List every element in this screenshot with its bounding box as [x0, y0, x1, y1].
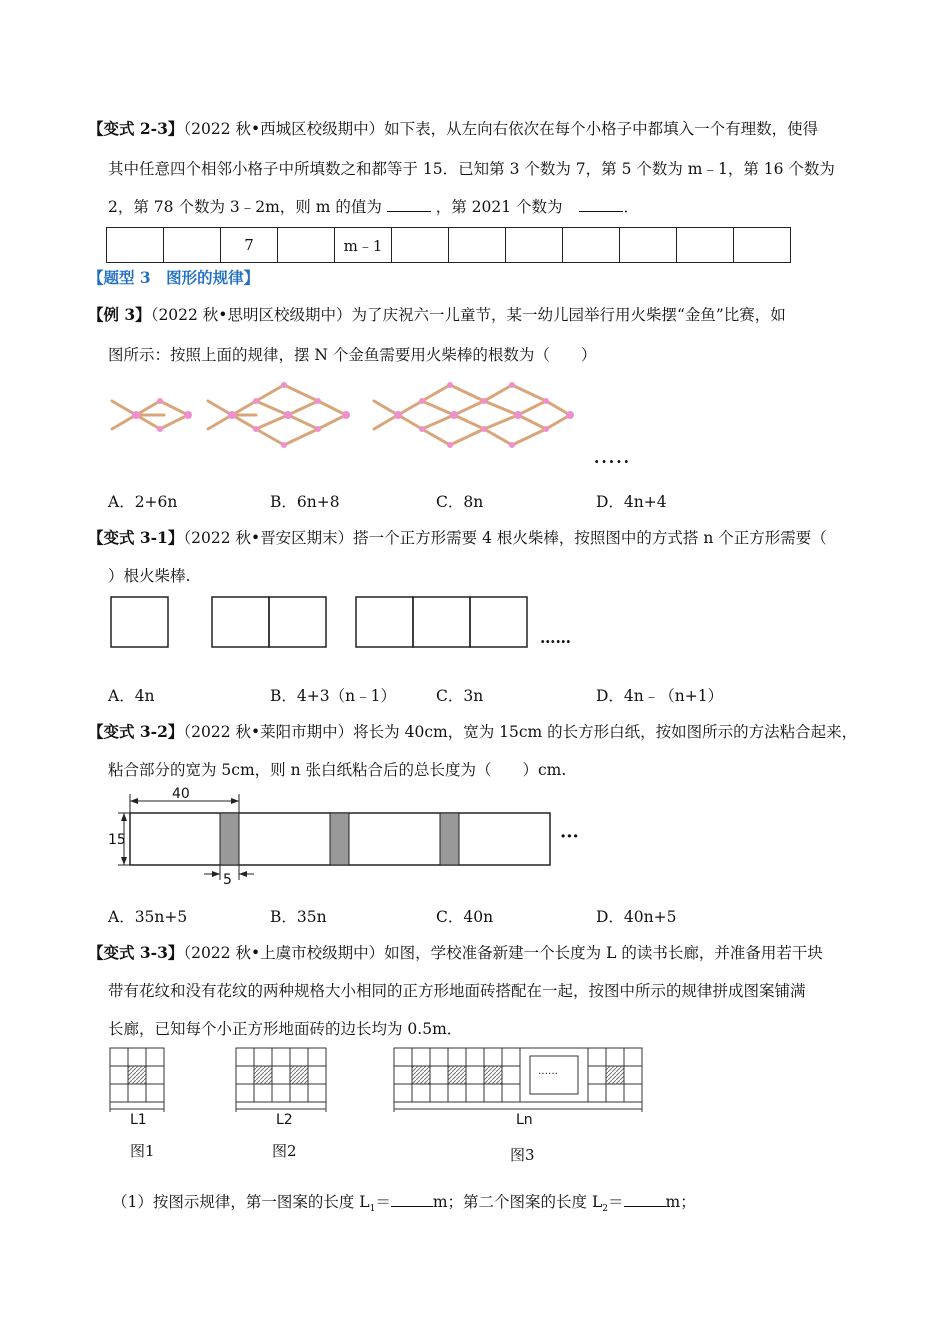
option-c[interactable]: C．40n	[436, 908, 494, 926]
v23-line3: 2，第 78 个数为 3﹣2m，则 m 的值为 ，第 2021 个数为 ．	[108, 198, 639, 216]
v33-question-1: （1）按图示规律，第一图案的长度 $L_1= m$；第二个图案的长度 $L_2= m$；	[112, 1193, 696, 1215]
len-label-2: L2	[276, 1112, 293, 1128]
dim-length: 40	[172, 786, 190, 802]
answer-blank-L1[interactable]	[391, 1192, 433, 1207]
v31-line1: 【变式 3-1】（2022 秋•晋安区期末）搭一个正方形需要 4 根火柴棒，按照图中的方式搭 n 个正方形需要（	[88, 528, 827, 547]
option-d[interactable]: D．4n+4	[596, 493, 667, 511]
fig-label-2: 图2	[272, 1142, 297, 1160]
tile-figures	[100, 1048, 660, 1138]
ex3-line1: 【例 3】（2022 秋•思明区校级期中）为了庆祝六一儿童节，某一幼儿园举行用火柴摆“金鱼”比赛，如	[88, 305, 786, 324]
v32-dots: ···	[560, 826, 579, 847]
v23-line1: 【变式 2-3】（2022 秋•西城区校级期中）如下表，从左向右依次在每个小格子中都填入一个有理数，使得	[88, 119, 819, 138]
goldfish-figure	[108, 375, 588, 475]
v33-tag: 【变式 3-3】	[88, 943, 184, 962]
seq-cell	[734, 228, 791, 263]
answer-blank-L2[interactable]	[624, 1192, 666, 1207]
option-c[interactable]: C．3n	[436, 687, 484, 705]
v31-line2: ）根火柴棒.	[108, 567, 191, 585]
fig-label-1: 图1	[130, 1142, 155, 1160]
option-a[interactable]: A．4n	[108, 687, 155, 705]
option-d[interactable]: D．40n+5	[596, 908, 677, 926]
answer-blank-m[interactable]	[387, 197, 431, 212]
ex3-tag: 【例 3】	[88, 305, 151, 324]
option-b[interactable]: B．4+3（n﹣1）	[270, 687, 396, 705]
v31-tag: 【变式 3-1】	[88, 528, 184, 547]
len-label-1: L1	[130, 1112, 147, 1128]
v33-line2: 带有花纹和没有花纹的两种规格大小相同的正方形地面砖搭配在一起，按图中所示的规律拼成图案铺满	[108, 982, 806, 1000]
squares-figure	[110, 596, 550, 652]
seq-cell	[563, 228, 620, 263]
seq-cell	[620, 228, 677, 263]
option-b[interactable]: B．35n	[270, 908, 327, 926]
len-label-n: Ln	[516, 1112, 533, 1128]
dim-width: 15	[108, 832, 126, 848]
sequence-table	[106, 227, 791, 263]
seq-cell	[107, 228, 164, 263]
seq-cell	[449, 228, 506, 263]
v23-tag: 【变式 2-3】	[88, 119, 184, 138]
v32-line2: 粘合部分的宽为 5cm，则 n 张白纸粘合后的总长度为（ ）cm.	[108, 761, 567, 779]
option-c[interactable]: C．8n	[436, 493, 484, 511]
fig-label-3: 图3	[510, 1146, 535, 1164]
seq-cell	[392, 228, 449, 263]
v33-line1: 【变式 3-3】（2022 秋•上虞市校级期中）如图，学校准备新建一个长度为 L 的读书长廊，并准备用若干块	[88, 943, 823, 962]
seq-cell: 7	[221, 228, 278, 263]
seq-cell	[164, 228, 221, 263]
tile-middle-dots: ……	[538, 1066, 558, 1077]
ex3-dots: ·····	[594, 452, 631, 471]
v32-line1: 【变式 3-2】（2022 秋•莱阳市期中）将长为 40cm，宽为 15cm 的长方形白纸，按如图所示的方法粘合起来，	[88, 722, 858, 741]
answer-blank-2021[interactable]	[579, 197, 623, 212]
v32-tag: 【变式 3-2】	[88, 722, 184, 741]
v23-line2: 其中任意四个相邻小格子中所填数之和都等于 15．已知第 3 个数为 7，第 5 个数为 m﹣1，第 16 个数为	[108, 160, 835, 178]
ex3-line2: 图所示：按照上面的规律，摆 N 个金鱼需要用火柴棒的根数为（ ）	[108, 346, 597, 364]
v31-dots: ……	[540, 628, 571, 647]
option-d[interactable]: D．4n﹣（n+1）	[596, 687, 724, 705]
seq-cell: m﹣1	[335, 228, 392, 263]
option-a[interactable]: A．2+6n	[108, 493, 178, 511]
option-a[interactable]: A．35n+5	[108, 908, 188, 926]
seq-cell	[677, 228, 734, 263]
section-title: 【题型 3 图形的规律】	[88, 268, 260, 287]
option-b[interactable]: B．6n+8	[270, 493, 340, 511]
v33-line3: 长廊，已知每个小正方形地面砖的边长均为 0.5m．	[108, 1020, 463, 1038]
seq-cell	[278, 228, 335, 263]
dim-overlap: 5	[223, 872, 232, 888]
seq-cell	[506, 228, 563, 263]
